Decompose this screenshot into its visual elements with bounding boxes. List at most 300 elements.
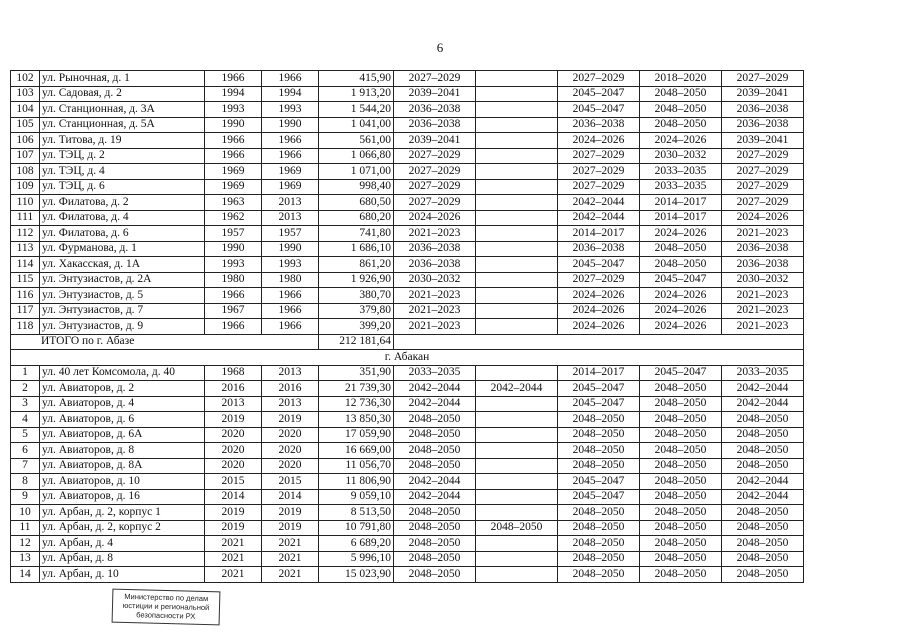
- period-5-cell: 2021–2023: [722, 226, 804, 242]
- period-1-cell: 2030–2032: [394, 272, 476, 288]
- period-3-cell: 2048–2050: [558, 443, 640, 459]
- period-2-cell: [476, 102, 558, 118]
- period-1-cell: 2027–2029: [394, 148, 476, 164]
- period-4-cell: 2024–2026: [640, 303, 722, 319]
- period-2-cell: [476, 412, 558, 428]
- city-header: г. Абакан: [11, 350, 804, 366]
- period-5-cell: 2048–2050: [722, 412, 804, 428]
- table-row: [11, 86, 804, 102]
- period-3-cell: 2014–2017: [558, 226, 640, 242]
- year-commission-cell: 1993: [262, 257, 319, 273]
- row-number: 110: [11, 195, 40, 211]
- period-4-cell: 2048–2050: [640, 567, 722, 583]
- row-number: 13: [11, 551, 40, 567]
- period-5-cell: 2027–2029: [722, 179, 804, 195]
- period-4-cell: 2014–2017: [640, 210, 722, 226]
- address-cell: ул. Станционная, д. 5А: [40, 117, 205, 133]
- period-1-cell: 2042–2044: [394, 474, 476, 490]
- area-cell: 12 736,30: [319, 396, 394, 412]
- year-commission-cell: 2013: [262, 210, 319, 226]
- period-2-cell: [476, 86, 558, 102]
- period-2-cell: [476, 489, 558, 505]
- period-3-cell: 2045–2047: [558, 86, 640, 102]
- row-number: 105: [11, 117, 40, 133]
- period-2-cell: [476, 365, 558, 381]
- row-number: 109: [11, 179, 40, 195]
- period-3-cell: 2027–2029: [558, 71, 640, 87]
- period-5-cell: 2021–2023: [722, 303, 804, 319]
- period-2-cell: [476, 288, 558, 304]
- year-built-cell: 2021: [205, 567, 262, 583]
- year-built-cell: 2019: [205, 412, 262, 428]
- period-5-cell: 2036–2038: [722, 102, 804, 118]
- area-cell: 9 059,10: [319, 489, 394, 505]
- period-1-cell: 2021–2023: [394, 303, 476, 319]
- address-cell: ул. Энтузиастов, д. 7: [40, 303, 205, 319]
- year-built-cell: 1990: [205, 117, 262, 133]
- housing-register-table: [10, 70, 804, 583]
- row-number: 14: [11, 567, 40, 583]
- address-cell: ул. Авиаторов, д. 8: [40, 443, 205, 459]
- period-5-cell: 2027–2029: [722, 195, 804, 211]
- period-2-cell: [476, 536, 558, 552]
- table-row: [11, 117, 804, 133]
- address-cell: ул. Авиаторов, д. 6: [40, 412, 205, 428]
- period-5-cell: 2024–2026: [722, 210, 804, 226]
- period-2-cell: [476, 164, 558, 180]
- period-3-cell: 2048–2050: [558, 427, 640, 443]
- city-header-row: [11, 350, 804, 366]
- period-4-cell: 2048–2050: [640, 117, 722, 133]
- year-built-cell: 2019: [205, 505, 262, 521]
- stamp-line-3: безопасности РХ: [136, 610, 196, 621]
- period-5-cell: 2048–2050: [722, 427, 804, 443]
- area-cell: 21 739,30: [319, 381, 394, 397]
- year-built-cell: 2015: [205, 474, 262, 490]
- address-cell: ул. Филатова, д. 4: [40, 210, 205, 226]
- period-4-cell: 2048–2050: [640, 396, 722, 412]
- total-area: 212 181,64: [319, 334, 394, 350]
- period-2-cell: [476, 396, 558, 412]
- period-4-cell: 2048–2050: [640, 474, 722, 490]
- period-5-cell: 2027–2029: [722, 71, 804, 87]
- area-cell: 8 513,50: [319, 505, 394, 521]
- period-3-cell: 2024–2026: [558, 319, 640, 335]
- year-commission-cell: 2019: [262, 412, 319, 428]
- address-cell: ул. Фурманова, д. 1: [40, 241, 205, 257]
- area-cell: 1 041,00: [319, 117, 394, 133]
- year-commission-cell: 1966: [262, 133, 319, 149]
- row-number: 5: [11, 427, 40, 443]
- year-built-cell: 1966: [205, 288, 262, 304]
- year-commission-cell: 1993: [262, 102, 319, 118]
- period-2-cell: [476, 148, 558, 164]
- area-cell: 680,20: [319, 210, 394, 226]
- period-2-cell: [476, 458, 558, 474]
- area-cell: 15 023,90: [319, 567, 394, 583]
- period-2-cell: 2042–2044: [476, 381, 558, 397]
- period-4-cell: 2045–2047: [640, 365, 722, 381]
- area-cell: 1 913,20: [319, 86, 394, 102]
- area-cell: 399,20: [319, 319, 394, 335]
- period-1-cell: 2048–2050: [394, 536, 476, 552]
- table-row: [11, 241, 804, 257]
- period-3-cell: 2027–2029: [558, 272, 640, 288]
- table-row: [11, 505, 804, 521]
- period-1-cell: 2021–2023: [394, 288, 476, 304]
- row-number: 111: [11, 210, 40, 226]
- area-cell: 6 689,20: [319, 536, 394, 552]
- period-3-cell: 2045–2047: [558, 257, 640, 273]
- row-number: 3: [11, 396, 40, 412]
- table-row: [11, 458, 804, 474]
- year-built-cell: 1966: [205, 71, 262, 87]
- row-number: 12: [11, 536, 40, 552]
- period-2-cell: [476, 567, 558, 583]
- table-row: [11, 365, 804, 381]
- period-5-cell: 2027–2029: [722, 164, 804, 180]
- period-4-cell: 2024–2026: [640, 133, 722, 149]
- address-cell: ул. ТЭЦ, д. 2: [40, 148, 205, 164]
- year-built-cell: 1966: [205, 148, 262, 164]
- address-cell: ул. Энтузиастов, д. 5: [40, 288, 205, 304]
- address-cell: ул. ТЭЦ, д. 6: [40, 179, 205, 195]
- period-5-cell: 2048–2050: [722, 536, 804, 552]
- period-5-cell: 2027–2029: [722, 148, 804, 164]
- area-cell: 1 926,90: [319, 272, 394, 288]
- year-commission-cell: 2016: [262, 381, 319, 397]
- table-row: [11, 520, 804, 536]
- year-commission-cell: 1980: [262, 272, 319, 288]
- row-number: 114: [11, 257, 40, 273]
- year-built-cell: 1969: [205, 164, 262, 180]
- year-built-cell: 2021: [205, 536, 262, 552]
- period-4-cell: 2014–2017: [640, 195, 722, 211]
- address-cell: ул. Титова, д. 19: [40, 133, 205, 149]
- period-1-cell: 2036–2038: [394, 257, 476, 273]
- address-cell: ул. Рыночная, д. 1: [40, 71, 205, 87]
- period-3-cell: 2036–2038: [558, 117, 640, 133]
- period-3-cell: 2027–2029: [558, 179, 640, 195]
- period-5-cell: 2036–2038: [722, 117, 804, 133]
- year-commission-cell: 2019: [262, 505, 319, 521]
- year-built-cell: 2019: [205, 520, 262, 536]
- year-built-cell: 1967: [205, 303, 262, 319]
- table-row: [11, 133, 804, 149]
- table-row: [11, 303, 804, 319]
- period-5-cell: 2036–2038: [722, 241, 804, 257]
- period-1-cell: 2039–2041: [394, 133, 476, 149]
- abakan-rows: [11, 365, 804, 582]
- period-4-cell: 2048–2050: [640, 102, 722, 118]
- period-3-cell: 2024–2026: [558, 288, 640, 304]
- address-cell: ул. Арбан, д. 2, корпус 2: [40, 520, 205, 536]
- row-number: 118: [11, 319, 40, 335]
- area-cell: 861,20: [319, 257, 394, 273]
- period-3-cell: 2048–2050: [558, 520, 640, 536]
- period-3-cell: 2045–2047: [558, 474, 640, 490]
- period-5-cell: 2033–2035: [722, 365, 804, 381]
- period-2-cell: [476, 71, 558, 87]
- period-1-cell: 2048–2050: [394, 443, 476, 459]
- period-3-cell: 2048–2050: [558, 505, 640, 521]
- area-cell: 1 071,00: [319, 164, 394, 180]
- table-row: [11, 195, 804, 211]
- row-number: 115: [11, 272, 40, 288]
- area-cell: 415,90: [319, 71, 394, 87]
- row-number: 112: [11, 226, 40, 242]
- period-4-cell: 2024–2026: [640, 288, 722, 304]
- period-3-cell: 2045–2047: [558, 396, 640, 412]
- period-3-cell: 2048–2050: [558, 536, 640, 552]
- row-number: 113: [11, 241, 40, 257]
- row-number: 1: [11, 365, 40, 381]
- year-built-cell: 2020: [205, 427, 262, 443]
- table-row: [11, 288, 804, 304]
- total-label: ИТОГО по г. Абазе: [11, 334, 319, 350]
- period-1-cell: 2021–2023: [394, 226, 476, 242]
- address-cell: ул. Садовая, д. 2: [40, 86, 205, 102]
- year-built-cell: 2016: [205, 381, 262, 397]
- table-row: [11, 551, 804, 567]
- period-1-cell: 2027–2029: [394, 195, 476, 211]
- period-2-cell: [476, 303, 558, 319]
- period-1-cell: 2033–2035: [394, 365, 476, 381]
- period-3-cell: 2024–2026: [558, 133, 640, 149]
- period-1-cell: 2021–2023: [394, 319, 476, 335]
- period-4-cell: 2024–2026: [640, 226, 722, 242]
- period-5-cell: 2048–2050: [722, 520, 804, 536]
- year-built-cell: 1957: [205, 226, 262, 242]
- area-cell: 1 544,20: [319, 102, 394, 118]
- year-commission-cell: 2021: [262, 551, 319, 567]
- abaza-rows: [11, 71, 804, 335]
- year-commission-cell: 1990: [262, 241, 319, 257]
- period-2-cell: [476, 319, 558, 335]
- table-row: [11, 489, 804, 505]
- table-row: [11, 567, 804, 583]
- period-4-cell: 2048–2050: [640, 520, 722, 536]
- year-commission-cell: 1966: [262, 288, 319, 304]
- address-cell: ул. Авиаторов, д. 4: [40, 396, 205, 412]
- period-1-cell: 2048–2050: [394, 427, 476, 443]
- row-number: 11: [11, 520, 40, 536]
- address-cell: ул. Хакасская, д. 1А: [40, 257, 205, 273]
- year-built-cell: 1966: [205, 319, 262, 335]
- table-row: [11, 443, 804, 459]
- address-cell: ул. Филатова, д. 6: [40, 226, 205, 242]
- area-cell: 17 059,90: [319, 427, 394, 443]
- address-cell: ул. Авиаторов, д. 6А: [40, 427, 205, 443]
- table-row: [11, 164, 804, 180]
- row-number: 102: [11, 71, 40, 87]
- address-cell: ул. Энтузиастов, д. 9: [40, 319, 205, 335]
- stamp-line-1: Министерство по делам: [124, 591, 209, 604]
- period-2-cell: [476, 505, 558, 521]
- period-1-cell: 2048–2050: [394, 551, 476, 567]
- table-row: [11, 226, 804, 242]
- ministry-stamp: [112, 589, 221, 626]
- year-commission-cell: 2020: [262, 443, 319, 459]
- total-section: [11, 334, 804, 365]
- year-commission-cell: 2013: [262, 365, 319, 381]
- address-cell: ул. Арбан, д. 4: [40, 536, 205, 552]
- period-4-cell: 2048–2050: [640, 505, 722, 521]
- period-1-cell: 2048–2050: [394, 458, 476, 474]
- period-2-cell: [476, 272, 558, 288]
- period-1-cell: 2039–2041: [394, 86, 476, 102]
- period-2-cell: [476, 241, 558, 257]
- year-commission-cell: 2021: [262, 536, 319, 552]
- year-built-cell: 2014: [205, 489, 262, 505]
- table-row: [11, 474, 804, 490]
- address-cell: ул. Авиаторов, д. 16: [40, 489, 205, 505]
- period-3-cell: 2024–2026: [558, 303, 640, 319]
- year-built-cell: 1994: [205, 86, 262, 102]
- year-built-cell: 1963: [205, 195, 262, 211]
- year-built-cell: 1962: [205, 210, 262, 226]
- year-commission-cell: 2014: [262, 489, 319, 505]
- period-5-cell: 2048–2050: [722, 443, 804, 459]
- address-cell: ул. Станционная, д. 3А: [40, 102, 205, 118]
- year-commission-cell: 2019: [262, 520, 319, 536]
- area-cell: 1 066,80: [319, 148, 394, 164]
- period-4-cell: 2048–2050: [640, 381, 722, 397]
- period-1-cell: 2036–2038: [394, 117, 476, 133]
- year-commission-cell: 1966: [262, 148, 319, 164]
- period-1-cell: 2036–2038: [394, 102, 476, 118]
- period-2-cell: [476, 474, 558, 490]
- period-4-cell: 2048–2050: [640, 489, 722, 505]
- area-cell: 16 669,00: [319, 443, 394, 459]
- row-number: 104: [11, 102, 40, 118]
- period-2-cell: [476, 427, 558, 443]
- period-4-cell: 2048–2050: [640, 241, 722, 257]
- year-commission-cell: 2021: [262, 567, 319, 583]
- period-5-cell: 2042–2044: [722, 381, 804, 397]
- period-5-cell: 2039–2041: [722, 86, 804, 102]
- area-cell: 10 791,80: [319, 520, 394, 536]
- period-3-cell: 2036–2038: [558, 241, 640, 257]
- period-5-cell: 2036–2038: [722, 257, 804, 273]
- address-cell: ул. Арбан, д. 10: [40, 567, 205, 583]
- period-1-cell: 2048–2050: [394, 412, 476, 428]
- period-4-cell: 2018–2020: [640, 71, 722, 87]
- period-5-cell: 2048–2050: [722, 458, 804, 474]
- year-commission-cell: 1990: [262, 117, 319, 133]
- table-row: [11, 210, 804, 226]
- area-cell: 380,70: [319, 288, 394, 304]
- period-5-cell: 2039–2041: [722, 133, 804, 149]
- period-4-cell: 2048–2050: [640, 427, 722, 443]
- period-1-cell: 2048–2050: [394, 520, 476, 536]
- row-number: 2: [11, 381, 40, 397]
- address-cell: ул. Арбан, д. 8: [40, 551, 205, 567]
- row-number: 10: [11, 505, 40, 521]
- period-3-cell: 2045–2047: [558, 102, 640, 118]
- area-cell: 351,90: [319, 365, 394, 381]
- area-cell: 379,80: [319, 303, 394, 319]
- year-built-cell: 2020: [205, 443, 262, 459]
- address-cell: ул. Авиаторов, д. 8А: [40, 458, 205, 474]
- row-number: 108: [11, 164, 40, 180]
- year-built-cell: 1993: [205, 257, 262, 273]
- period-2-cell: [476, 179, 558, 195]
- table-row: [11, 102, 804, 118]
- period-3-cell: 2027–2029: [558, 164, 640, 180]
- year-commission-cell: 1966: [262, 303, 319, 319]
- table-row: [11, 257, 804, 273]
- period-4-cell: 2033–2035: [640, 179, 722, 195]
- table-row: [11, 412, 804, 428]
- year-built-cell: 1966: [205, 133, 262, 149]
- row-number: 106: [11, 133, 40, 149]
- period-1-cell: 2048–2050: [394, 505, 476, 521]
- table-row: [11, 179, 804, 195]
- period-3-cell: 2027–2029: [558, 148, 640, 164]
- year-commission-cell: 2020: [262, 427, 319, 443]
- address-cell: ул. Арбан, д. 2, корпус 1: [40, 505, 205, 521]
- period-4-cell: 2048–2050: [640, 443, 722, 459]
- period-3-cell: 2045–2047: [558, 489, 640, 505]
- table-row: [11, 427, 804, 443]
- page-number: 6: [436, 40, 444, 55]
- area-cell: 561,00: [319, 133, 394, 149]
- period-2-cell: 2048–2050: [476, 520, 558, 536]
- row-number: 116: [11, 288, 40, 304]
- period-5-cell: 2048–2050: [722, 567, 804, 583]
- period-1-cell: 2024–2026: [394, 210, 476, 226]
- table-row: [11, 396, 804, 412]
- period-3-cell: 2042–2044: [558, 195, 640, 211]
- period-3-cell: 2045–2047: [558, 381, 640, 397]
- period-3-cell: 2048–2050: [558, 567, 640, 583]
- year-commission-cell: 1966: [262, 319, 319, 335]
- row-number: 7: [11, 458, 40, 474]
- year-built-cell: 1993: [205, 102, 262, 118]
- period-2-cell: [476, 257, 558, 273]
- period-1-cell: 2042–2044: [394, 396, 476, 412]
- period-1-cell: 2027–2029: [394, 164, 476, 180]
- period-4-cell: 2048–2050: [640, 257, 722, 273]
- address-cell: ул. ТЭЦ, д. 4: [40, 164, 205, 180]
- year-commission-cell: 1969: [262, 179, 319, 195]
- period-4-cell: 2048–2050: [640, 536, 722, 552]
- period-3-cell: 2048–2050: [558, 412, 640, 428]
- area-cell: 680,50: [319, 195, 394, 211]
- period-4-cell: 2030–2032: [640, 148, 722, 164]
- period-5-cell: 2030–2032: [722, 272, 804, 288]
- period-5-cell: 2048–2050: [722, 551, 804, 567]
- period-3-cell: 2042–2044: [558, 210, 640, 226]
- row-number: 8: [11, 474, 40, 490]
- period-3-cell: 2048–2050: [558, 551, 640, 567]
- year-commission-cell: 2013: [262, 396, 319, 412]
- period-5-cell: 2042–2044: [722, 396, 804, 412]
- period-2-cell: [476, 226, 558, 242]
- period-4-cell: 2045–2047: [640, 272, 722, 288]
- period-1-cell: 2027–2029: [394, 179, 476, 195]
- stamp-line-2: юстиции и региональной: [122, 600, 210, 613]
- area-cell: 998,40: [319, 179, 394, 195]
- address-cell: ул. Авиаторов, д. 2: [40, 381, 205, 397]
- year-commission-cell: 2013: [262, 195, 319, 211]
- year-commission-cell: 2015: [262, 474, 319, 490]
- period-4-cell: 2033–2035: [640, 164, 722, 180]
- period-3-cell: 2048–2050: [558, 458, 640, 474]
- area-cell: 741,80: [319, 226, 394, 242]
- period-5-cell: 2042–2044: [722, 474, 804, 490]
